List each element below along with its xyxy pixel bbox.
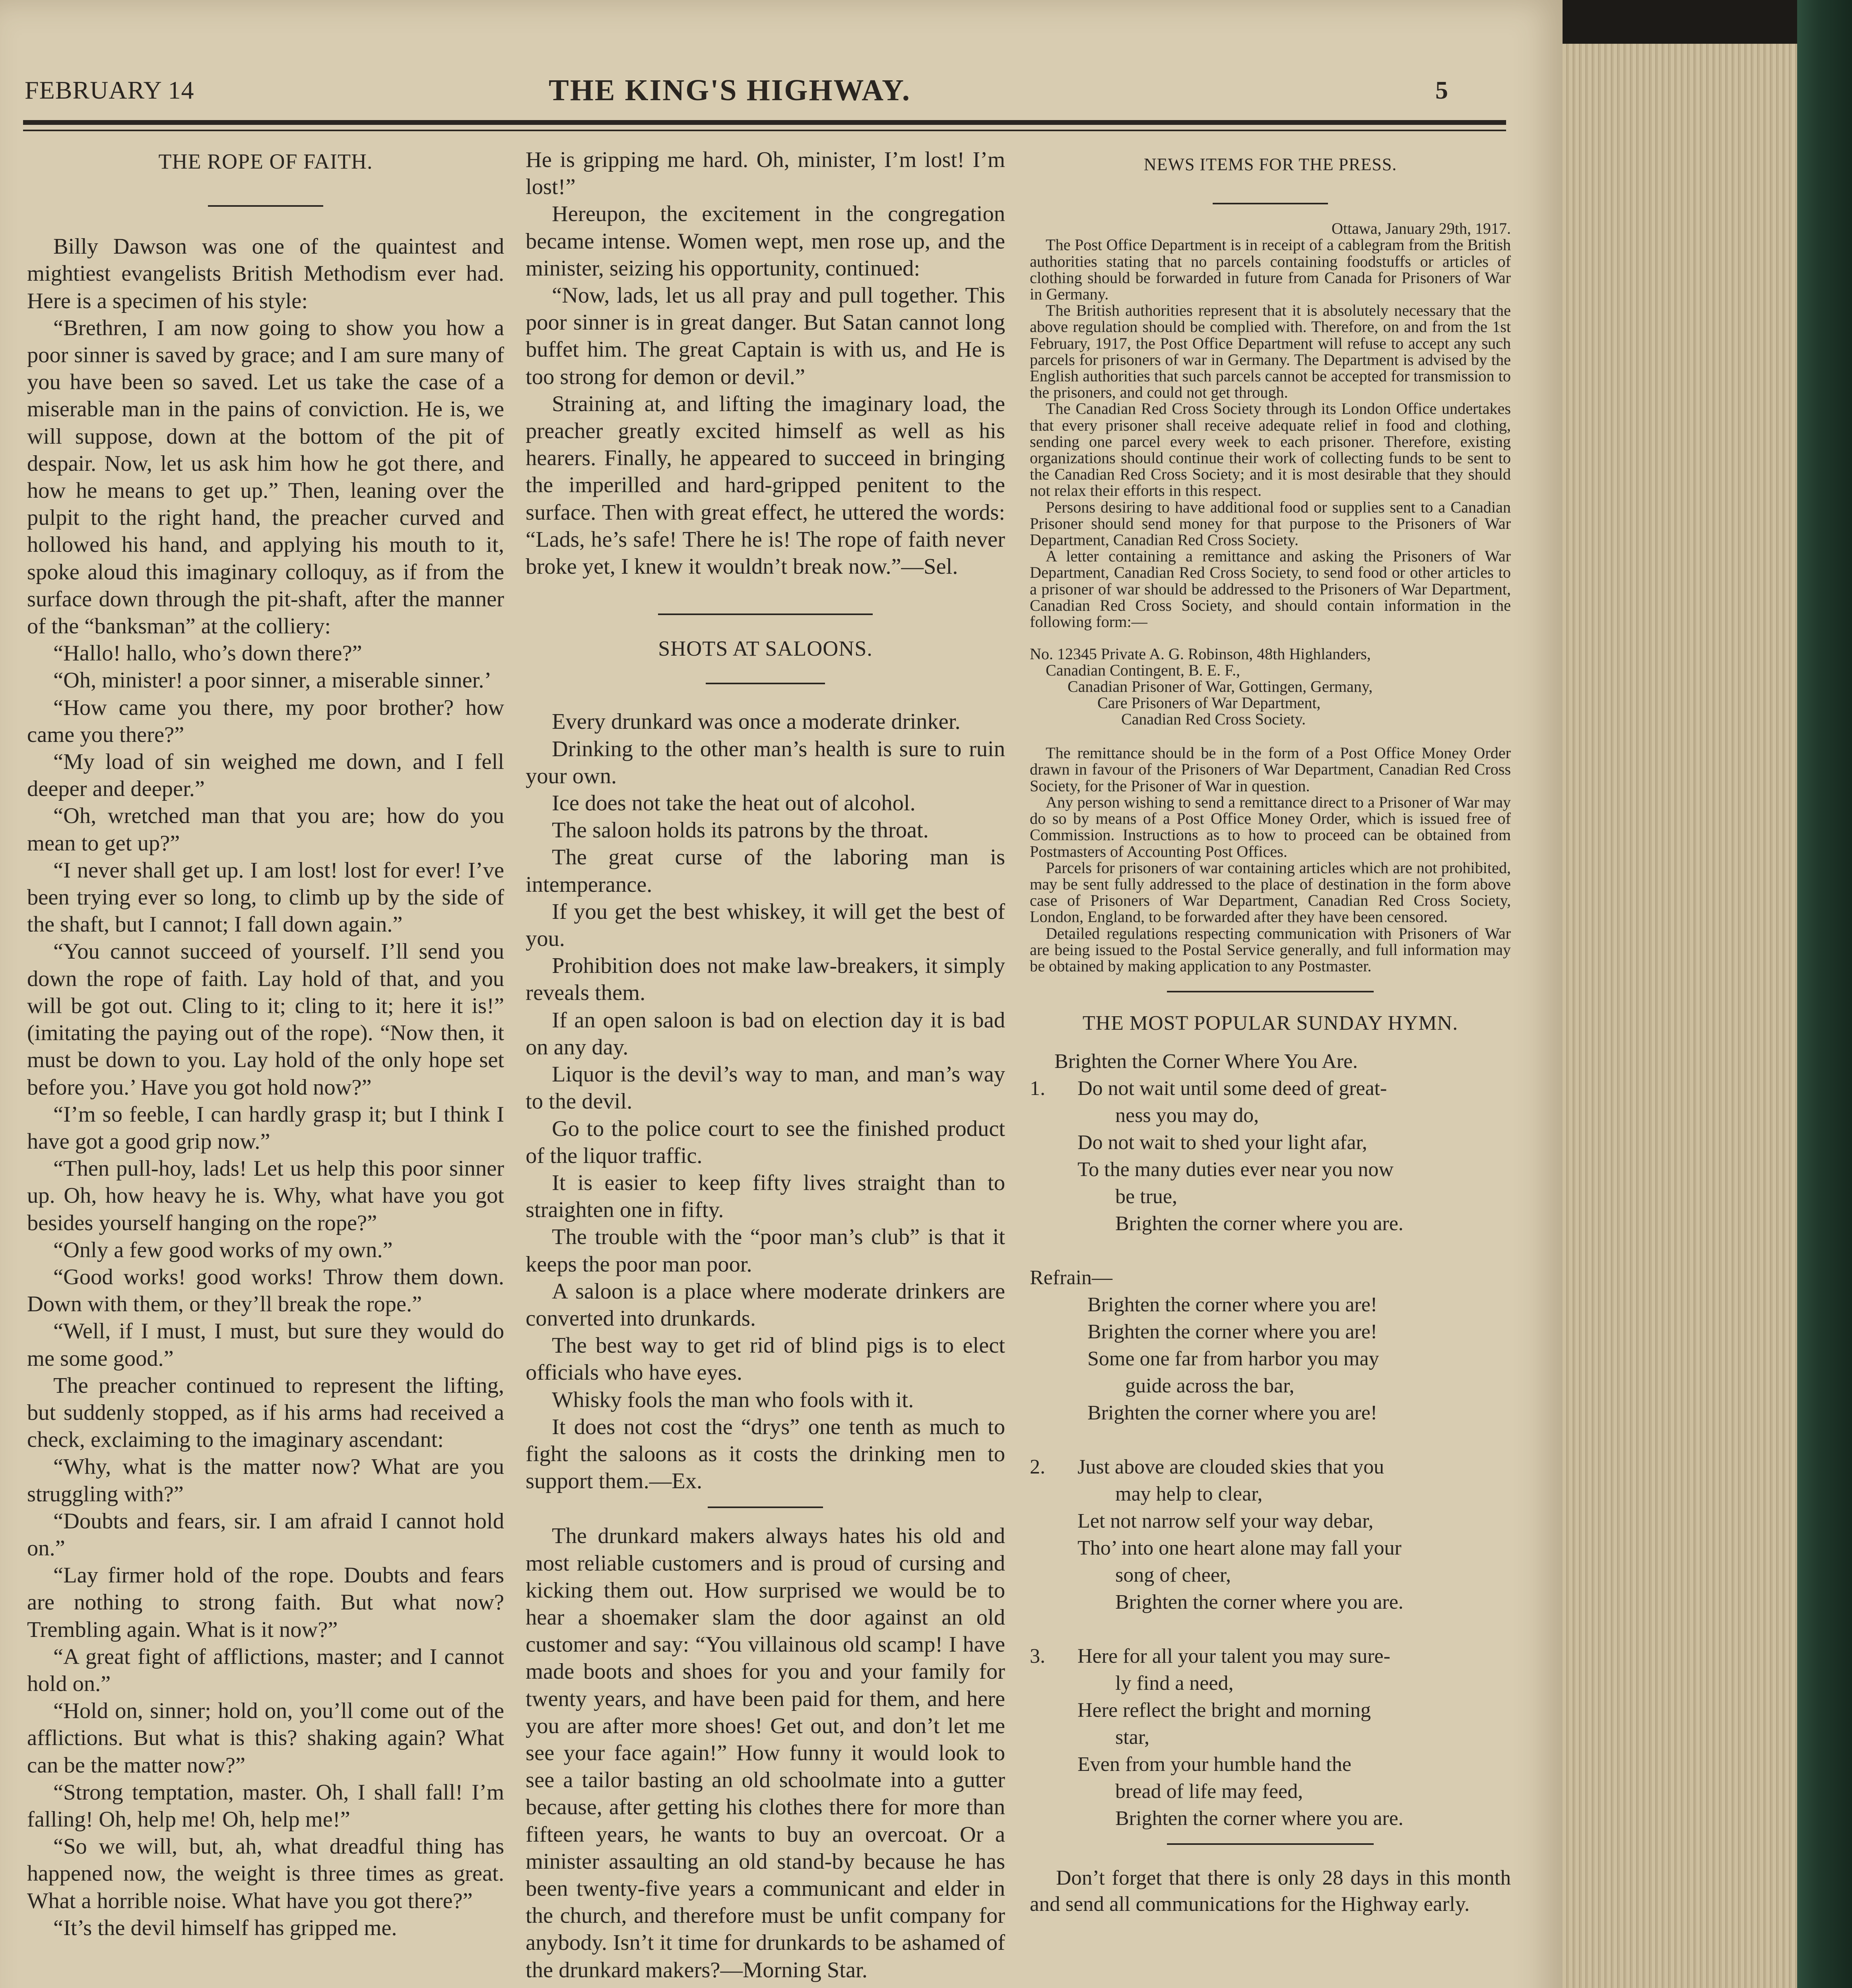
hymn-line: Brighten the corner where you are. <box>1115 1212 1404 1235</box>
verse-number: 2. <box>1030 1456 1045 1479</box>
rope-paragraph: “Well, if I must, I must, but sure they would do me some good.” <box>27 1319 504 1371</box>
news-paragraph: Any person wishing to send a remittance direct to a Prisoner of War may do so by means of a Post Office Money Order, which is issued free of Commission. Instructions as to how to proceed can be obtained from Postmasters of Accounting Post Offices. <box>1030 793 1511 860</box>
rope-paragraph: The preacher continued to represent the lifting, but suddenly stopped, as if his arms had received a check, exclaiming to the imaginary ascendant: <box>27 1373 504 1452</box>
saloon-saying: Go to the police court to see the finished product of the liquor traffic. <box>526 1116 1005 1168</box>
hymn-refrain <box>1030 1291 1511 1427</box>
column-3 <box>1030 146 1511 1917</box>
masthead <box>0 76 1563 115</box>
hymn-line: Brighten the corner where you are! <box>1087 1293 1378 1316</box>
sample-address <box>1030 646 1511 727</box>
hymn-line <box>1030 1075 1511 1102</box>
hymn-line: song of cheer, <box>1115 1564 1231 1587</box>
hymn-title: Brighten the Corner Where You Are. <box>1054 1050 1358 1073</box>
address-line: Canadian Prisoner of War, Gottingen, Germany, <box>1068 678 1373 696</box>
hymn-heading: THE MOST POPULAR SUNDAY HYMN. <box>1082 1012 1458 1035</box>
saloons-list <box>526 708 1005 1495</box>
verse-number: 3. <box>1030 1645 1045 1668</box>
hymn-line: Brighten the corner where you are! <box>1087 1320 1378 1343</box>
saloon-saying: Liquor is the devil’s way to man, and man’s way to the devil. <box>526 1062 1005 1114</box>
book-binding <box>1797 0 1852 1988</box>
saloon-saying: Whisky fools the man who fools with it. <box>552 1387 914 1412</box>
hymn-line: may help to clear, <box>1115 1483 1263 1506</box>
address-line: Canadian Red Cross Society. <box>1121 710 1306 728</box>
news-heading: NEWS ITEMS FOR THE PRESS. <box>1143 155 1397 174</box>
news-dateline: Ottawa, January 29th, 1917. <box>1331 219 1511 238</box>
news-paragraphs <box>1030 237 1511 630</box>
section-rule <box>208 205 323 207</box>
rope-paragraph: “My load of sin weighed me down, and I fell deeper and deeper.” <box>27 749 504 802</box>
rope-paragraph: “How came you there, my poor brother? how came you there?” <box>27 695 504 747</box>
saloon-saying: If you get the best whiskey, it will get the best of you. <box>526 899 1005 951</box>
hymn-line: To the many duties ever near you now <box>1077 1158 1394 1181</box>
hymn-line: ness you may do, <box>1115 1104 1259 1127</box>
saloon-saying: Prohibition does not make law-breakers, it simply reveals them. <box>526 953 1005 1006</box>
rope-heading: THE ROPE OF FAITH. <box>158 149 373 173</box>
hymn-line: be true, <box>1115 1185 1177 1208</box>
hymn-verse-1 <box>1030 1075 1511 1237</box>
news-paragraph: The Post Office Department is in receipt of a cablegram from the British authorities stating that no parcels containing foodstuffs or articles of clothing should be forwarded in future from Canada for Prisoners of War in Germany. <box>1030 236 1511 303</box>
hymn-line: Some one far from harbor you may <box>1087 1347 1379 1371</box>
rope-paragraph: Straining at, and lifting the imaginary load, the preacher greatly excited himself as well as his hearers. Finally, he appeared to succeed in bringing the imperilled and hard-gripped penitent to the surface. Then with great effect, he uttered the words: “Lads, he’s safe! There he is! The rope of faith never broke yet, I knew it wouldn’t break now.”—Sel. <box>526 391 1005 579</box>
rope-paragraph: Billy Dawson was one of the quaintest and mightiest evangelists British Methodism ever had. Here is a specimen of his style: <box>27 234 504 313</box>
drunkard-makers-article: The drunkard makers always hates his old and most reliable customers and is proud of cursing and kicking them out. How surprised we would be to hear a shoemaker slam the door against an old customer and say: “You villainous old scamp! I have made boots and shoes for you and your family for twenty years, and have been paid for them, and here you are after more shoes! Get out, and don’t let me see your face again!” How funny it would look to see a tailor basting an old schoolmate into a gutter because, after getting his clothes there for more than fifteen years, he wants to buy an overcoat. Or a minister assaulting an old stand-by because he has been twenty-five years a communicant and elder in the church, and therefore must be unfit company for anybody. Isn’t it time for drunkards to be ashamed of the drunkard makers?—Morning Star. <box>526 1524 1005 1982</box>
address-line: No. 12345 Private A. G. Robinson, 48th Highlanders, <box>1030 645 1371 663</box>
hymn-verse-3 <box>1030 1643 1511 1832</box>
page-edges <box>1563 44 1797 1988</box>
rope-paragraph: “Brethren, I am now going to show you how a poor sinner is saved by grace; and I am sure many of you have been so saved. Let us take the case of a miserable man in the pains of conviction. He is, we will suppose, down at the bottom of the pit of despair. Now, let us ask him how he got there, and how he means to get up.” Then, leaning over the pulpit to the right hand, the preacher curved and hollowed his hand, and applying his mouth to it, spoke aloud this imaginary colloquy, as if from the surface down through the pit-shaft, after the manner of the “banksman” at the colliery: <box>27 315 504 639</box>
rope-paragraph: “Now, lads, let us all pray and pull together. This poor sinner is in great danger. But Satan cannot long buffet him. The great Captain is with us, and He is too strong for demon or devil.” <box>526 283 1005 389</box>
rope-paragraph: “Doubts and fears, sir. I am afraid I cannot hold on.” <box>27 1508 504 1561</box>
saloon-saying: A saloon is a place where moderate drinkers are converted into drunkards. <box>526 1279 1005 1331</box>
saloon-saying: Every drunkard was once a moderate drinker. <box>552 709 961 734</box>
section-rule <box>1167 1843 1374 1845</box>
address-line: Care Prisoners of War Department, <box>1097 694 1321 712</box>
hymn-line <box>1030 1643 1511 1670</box>
saloon-saying: It does not cost the “drys” one tenth as much to fight the saloons as it costs the drinking men to support them.—Ex. <box>526 1414 1005 1494</box>
saloons-heading: SHOTS AT SALOONS. <box>658 637 873 661</box>
news-paragraph: Detailed regulations respecting communication with Prisoners of War are being issued to the Postal Service generally, and full information may be obtained by making application to any Postmaster. <box>1030 924 1511 975</box>
hymn-line <box>1030 1454 1511 1481</box>
news-items <box>1030 220 1511 974</box>
hymn-line: Brighten the corner where you are! <box>1087 1402 1378 1425</box>
saloon-saying: Ice does not take the heat out of alcohol. <box>552 791 916 816</box>
hymn <box>1030 1048 1511 1832</box>
hymn-line: Even from your humble hand the <box>1077 1753 1351 1776</box>
hymn-line: Brighten the corner where you are. <box>1115 1807 1404 1830</box>
hymn-line: Brighten the corner where you are. <box>1115 1591 1404 1614</box>
hymn-line-text: Just above are clouded skies that you <box>1077 1456 1384 1479</box>
news-paragraph: Parcels for prisoners of war containing articles which are not prohibited, may be sent fully addressed to the place of destination in the form above case of Prisoners of War Department, Canadian Red Cross Society, London, England, to be forwarded after they have been censored. <box>1030 858 1511 926</box>
section-rule <box>1213 203 1328 204</box>
rope-paragraph: Hereupon, the excitement in the congregation became intense. Women wept, men rose up, and the minister, seizing his opportunity, continued: <box>526 202 1005 281</box>
rope-paragraph: “Lay firmer hold of the rope. Doubts and fears are nothing to strong faith. But what now? Trembling again. What is it now?” <box>27 1563 504 1642</box>
hymn-line: guide across the bar, <box>1125 1375 1295 1398</box>
saloon-saying: If an open saloon is bad on election day it is bad on any day. <box>526 1008 1005 1060</box>
news-paragraphs-after <box>1030 745 1511 974</box>
saloon-saying: The best way to get rid of blind pigs is to elect officials who have eyes. <box>526 1333 1005 1385</box>
rope-paragraph: “You cannot succeed of yourself. I’ll send you down the rope of faith. Lay hold of that, and you will be got out. Cling to it; cling to it; here it is!” (imitating the paying out of the rope). “Now then, it must be down to you. Lay hold of the only hope set before you.’ Have you got hold now?” <box>27 939 504 1100</box>
rope-paragraph: “It’s the devil himself has gripped me. <box>53 1915 397 1940</box>
hymn-line: Do not wait to shed your light afar, <box>1077 1131 1367 1154</box>
rope-article-continued <box>526 146 1005 580</box>
rope-paragraph: “I’m so feeble, I can hardly grasp it; but I think I have got a good grip now.” <box>27 1102 504 1154</box>
rope-paragraph: “Why, what is the matter now? What are you struggling with?” <box>27 1454 504 1507</box>
saloon-saying: Drinking to the other man’s health is sure to ruin your own. <box>526 736 1005 788</box>
hymn-line: ly find a need, <box>1115 1672 1234 1695</box>
rope-paragraph: He is gripping me hard. Oh, minister, I’m lost! I’m lost!” <box>526 148 1005 200</box>
saloon-saying: The trouble with the “poor man’s club” is that it keeps the poor man poor. <box>526 1225 1005 1277</box>
section-rule <box>1167 991 1374 992</box>
section-rule <box>658 613 873 615</box>
rope-paragraph: “Oh, minister! a poor sinner, a miserable sinner.’ <box>53 668 492 693</box>
news-paragraph: The Canadian Red Cross Society through its London Office undertakes that every prisoner shall receive adequate relief in food and clothing, sending one parcel every week to each prisoner. Therefore, existing organizations should continue their work of collecting funds to be sent to the Canadian Red Cross Society; and it is most desirable that they should not relax their efforts in this respect. <box>1030 400 1511 500</box>
newspaper-title: THE KING'S HIGHWAY. <box>549 74 911 107</box>
hymn-line-text: Do not wait until some deed of great- <box>1077 1077 1387 1100</box>
column-2 <box>526 146 1005 1984</box>
rope-paragraph: “Strong temptation, master. Oh, I shall fall! I’m falling! Oh, help me! Oh, help me!” <box>27 1780 504 1832</box>
saloon-saying: It is easier to keep fifty lives straight than to straighten one in fifty. <box>526 1170 1005 1223</box>
rope-paragraph: “Hallo! hallo, who’s down there?” <box>53 641 362 666</box>
header-rule <box>23 120 1506 125</box>
news-paragraph: The remittance should be in the form of a Post Office Money Order drawn in favour of the Prisoners of War Department, Canadian Red Cross Society, for the Prisoner of War in question. <box>1030 744 1511 795</box>
header-rule-thin <box>23 130 1506 131</box>
verse-number: 1. <box>1030 1077 1045 1100</box>
saloon-saying: The great curse of the laboring man is intemperance. <box>526 845 1005 897</box>
rope-paragraph: “Then pull-hoy, lads! Let us help this poor sinner up. Oh, how heavy he is. Why, what have you got besides yourself hanging on the rope?” <box>27 1156 504 1235</box>
rope-paragraph: “Hold on, sinner; hold on, you’ll come out of the afflictions. But what is this? shaking again? What can be the matter now?” <box>27 1699 504 1778</box>
rope-paragraph: “A great fight of afflictions, master; and I cannot hold on.” <box>27 1644 504 1696</box>
hymn-line-text: Here for all your talent you may sure- <box>1077 1645 1390 1668</box>
rope-paragraph: “So we will, but, ah, what dreadful thing has happened now, the weight is three times as great. What a horrible noise. What have you got there?” <box>27 1834 504 1913</box>
news-paragraph: A letter containing a remittance and asking the Prisoners of War Department, Canadian Red Cross Society, to send food or other articles to a prisoner of war should be addressed to the Prisoners of War Department, Canadian Red Cross Society, and should contain information in the following form:— <box>1030 547 1511 631</box>
rope-article-body <box>27 233 504 1941</box>
section-rule <box>708 1507 823 1508</box>
closing-note: Don’t forget that there is only 28 days in this month and send all communications for the Highway early. <box>1030 1866 1511 1916</box>
issue-date: FEBRUARY 14 <box>25 76 194 104</box>
hymn-line: Here reflect the bright and morning <box>1077 1699 1371 1722</box>
section-rule <box>706 683 825 684</box>
hymn-line: star, <box>1115 1726 1149 1749</box>
hymn-line: Tho’ into one heart alone may fall your <box>1077 1537 1402 1560</box>
hymn-line: Let not narrow self your way debar, <box>1077 1510 1374 1533</box>
news-paragraph: Persons desiring to have additional food or supplies sent to a Canadian Prisoner should send money for that purpose to the Prisoners of War Department, Canadian Red Cross Society. <box>1030 498 1511 549</box>
hymn-line: bread of life may feed, <box>1115 1780 1303 1803</box>
refrain-label: Refrain— <box>1030 1266 1112 1289</box>
rope-paragraph: “Only a few good works of my own.” <box>53 1237 393 1262</box>
page-number: 5 <box>1435 76 1448 104</box>
address-line: Canadian Contingent, B. E. F., <box>1046 661 1240 679</box>
rope-paragraph: “Oh, wretched man that you are; how do you mean to get up?” <box>27 804 504 856</box>
saloon-saying: The saloon holds its patrons by the throat. <box>552 818 929 843</box>
hymn-verse-2 <box>1030 1454 1511 1616</box>
column-1 <box>27 146 504 1941</box>
rope-paragraph: “I never shall get up. I am lost! lost for ever! I’ve been trying ever so long, to climb up by the side of the shaft, but I cannot; I fall down again.” <box>27 858 504 937</box>
rope-paragraph: “Good works! good works! Throw them down. Down with them, or they’ll break the rope.” <box>27 1264 504 1317</box>
news-paragraph: The British authorities represent that it is absolutely necessary that the above regulation should be complied with. Therefore, on and from the 1st February, 1917, the Post Office Department will refuse to accept any such parcels for prisoners of war in Germany. The Department is advised by the English authorities that such parcels cannot be accepted for transmission to the prisoners, and could not get through. <box>1030 301 1511 402</box>
